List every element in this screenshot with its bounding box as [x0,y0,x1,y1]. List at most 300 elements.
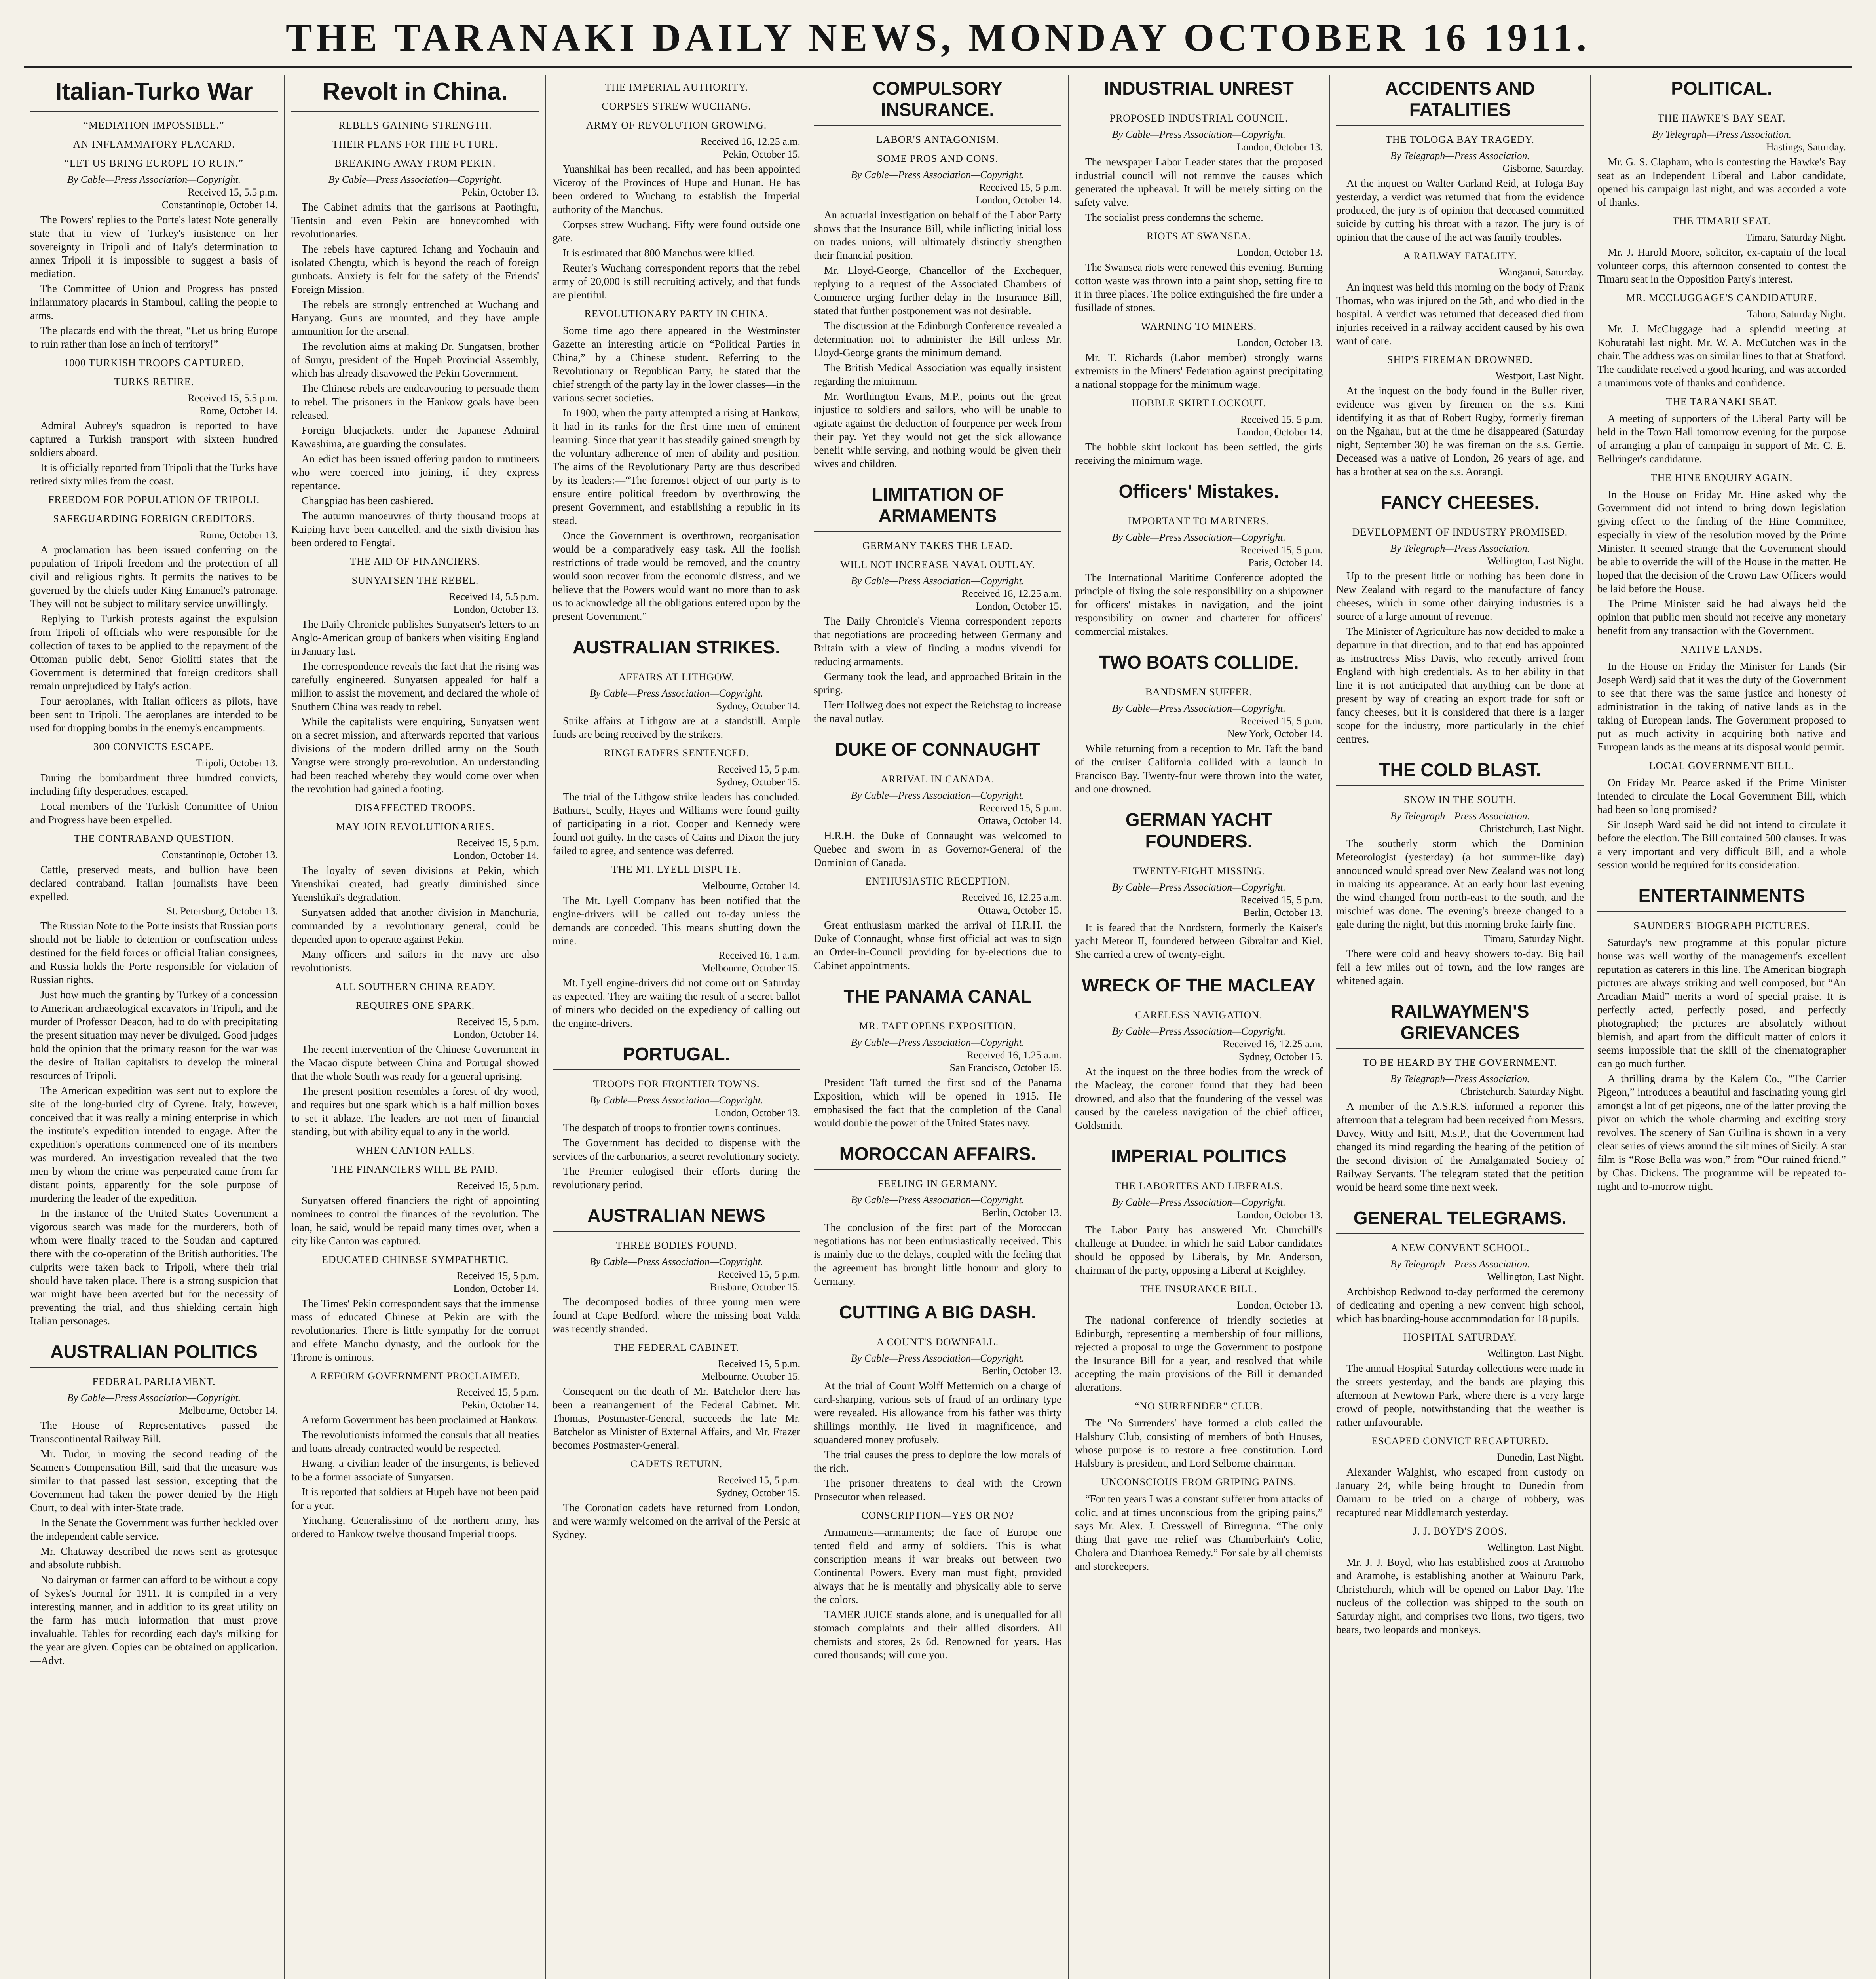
paragraph: Foreign bluejackets, under the Japanese Admiral Kawashima, are guarding the consulates. [291,424,539,450]
paragraph: Archbishop Redwood to-day performed the ceremony of dedicating and opening a new convent high school, which has boarding-house accommodation for 18 pupils. [1336,1286,1584,1324]
paragraph: Great enthusiasm marked the arrival of H.R.H. the Duke of Connaught, whose first official act was to sign an Order-in-Council providing for by-elections due to Cabinet appointments. [814,919,1061,971]
byline: By Telegraph—Press Association. [1652,129,1792,140]
byline: By Cable—Press Association—Copyright. [851,575,1025,587]
headline: RAILWAYMEN'S GRIEVANCES [1336,1001,1584,1049]
byline: By Telegraph—Press Association. [1390,810,1530,822]
subheading: CONSCRIPTION—YES OR NO? [861,1510,1014,1521]
paragraph: TAMER JUICE stands alone, and is unequalled for all stomach complaints and their allied disorders. All chemists and stores, 2s 6d. Renowned for years. Has cured thousands; will cure you. [814,1609,1061,1661]
dateline: Received 15, 5 p.m. [457,1270,539,1282]
dateline: Received 16, 12.25 a.m. [962,892,1061,903]
subheading: SOME PROS AND CONS. [877,153,999,164]
paragraph: In the House on Friday Mr. Hine asked why the Government did not intend to bring down legislation giving effect to the finding of the Hine Committee, especially in view of the resolution moved by the Prime Minister. It seemed strange that the Government should be able to override the will of the House in the matter. He hoped that the decision of the Crown Law Officers would be laid before the House. [1597,488,1846,594]
headline: PORTUGAL. [553,1043,800,1070]
article [814,1143,1061,1288]
dateline: Received 15, 5 p.m. [1240,894,1323,906]
dateline: Received 15, 5 p.m. [979,182,1061,193]
columns-area [24,75,1852,1979]
paragraph: The International Maritime Conference adopted the principle of fixing the sole responsibility on a shipowner for officers' mistakes in navigation, and the joint responsibility on owner and charterer for officers' commercial mistakes. [1075,572,1323,637]
paragraph: Germany took the lead, and approached Britain in the spring. [814,670,1061,696]
subheading: A NEW CONVENT SCHOOL. [1390,1242,1530,1253]
paragraph: A thrilling drama by the Kalem Co., “The Carrier Pigeon,” introduces a beautiful and fascinating young girl amongst a lot of get pigeons, one of the latter proving the pivot on which the whole charming and exciting story revolves. The scenery of San Guilina is shown in a very clear series of views around the silt mines of Sicily. A star film is “Rose Bella was won,” from “Our ruined friend,” by Chas. Dickens. The programme will be repeated to-night and to-morrow night. [1597,1073,1846,1192]
dateline: Christchurch, Last Night. [1479,823,1584,834]
paragraph: Sunyatsen added that another division in Manchuria, commanded by a revolutionary general, could be depended upon to operate against Pekin. [291,906,539,945]
article [814,739,1061,972]
dateline: Melbourne, October 14. [179,1405,278,1416]
dateline: Received 16, 12.25 a.m. [1223,1038,1323,1050]
headline: POLITICAL. [1597,78,1846,104]
headline: CUTTING A BIG DASH. [814,1301,1061,1328]
paragraph: The Prime Minister said he had always held the opinion that public men should not receive any monetary benefit from any transaction with the Government. [1597,598,1846,636]
article [1075,974,1323,1132]
paragraph: The Mt. Lyell Company has been notified that the engine-drivers will be called out to-day unless the demands are conceded. This means shutting down the mine. [553,895,800,947]
paragraph: In the House on Friday the Minister for Lands (Sir Joseph Ward) said that it was the duty of the Government to see that there was the same justice and honesty of administration in the taking of native lands as in the taking of European lands. The Government proposed to put as much activity in acquiring both native and European lands as the means at its disposal would permit. [1597,660,1846,753]
subheading: ARRIVAL IN CANADA. [881,773,995,785]
paragraph: While the capitalists were enquiring, Sunyatsen went on a secret mission, and afterwards reported that various divisions of the modern drilled army on the South Yangtse were strongly pro-revolution. An understanding had been reached whereby they would come over when the revolution had gained a footing. [291,716,539,795]
paragraph: Mr. Chataway described the news sent as grotesque and absolute rubbish. [30,1545,278,1571]
subheading: MR. MCCLUGGAGE'S CANDIDATURE. [1626,292,1817,304]
paragraph: At the inquest on Walter Garland Reid, at Tologa Bay yesterday, a verdict was returned that from the evidence produced, the jury is of opinion that deceased committed suicide by cutting his throat with a razor. The jury is of opinion that the cause of the act was family troubles. [1336,177,1584,243]
byline: By Cable—Press Association—Copyright. [67,174,241,185]
byline: By Cable—Press Association—Copyright. [589,1094,763,1106]
dateline: Pekin, October 14. [462,1399,539,1411]
column-2 [546,75,807,1979]
subheading: THE HAWKE'S BAY SEAT. [1658,112,1786,124]
dateline: Received 16, 12.25 a.m. [962,588,1061,599]
subheading: BANDSMEN SUFFER. [1145,686,1253,698]
dateline: London, October 13. [453,604,539,615]
byline: By Telegraph—Press Association. [1390,1258,1530,1270]
headline: MOROCCAN AFFAIRS. [814,1143,1061,1170]
dateline: Sydney, October 15. [1238,1051,1323,1062]
article [1336,1207,1584,1636]
subheading: AFFAIRS AT LITHGOW. [618,671,735,683]
column-6 [1591,75,1852,1979]
article [1075,809,1323,961]
dateline: Melbourne, October 15. [701,1371,800,1382]
dateline: London, October 15. [976,600,1061,612]
paragraph: In 1900, when the party attempted a rising at Hankow, it had in its ranks for the first time men of eminent learning. Since that year it has steadily gained strength by the voluntary adherence of men of ability and position. The aims of the Revolutionary Party are thus described by its leaders:—“The foremost object of our party is to ensure entire political freedom by overthrowing the present Government, and establishing a republic in its stead. [553,407,800,526]
byline: By Cable—Press Association—Copyright. [851,1352,1025,1364]
dateline: Westport, Last Night. [1495,370,1584,382]
subheading: SNOW IN THE SOUTH. [1403,794,1517,805]
paragraph: The House of Representatives passed the Transcontinental Railway Bill. [30,1419,278,1445]
paragraph: Saturday's new programme at this popular picture house was well worthy of the management's excellent reputation as caterers in this line. The American biograph pictures are always striking and well composed, but “An Arcadian Maid” merits a word of special praise. It is perfectly acted, perfectly posed, and perfectly photographed; the pictures are absolutely without blemish, and apart from the difficult matter of colors it seems impossible that the skill of the cinematographer can go much further. [1597,936,1846,1069]
headline: TWO BOATS COLLIDE. [1075,651,1323,678]
column-3 [807,75,1069,1979]
dateline: St. Petersburg, October 13. [166,905,278,917]
dateline: Received 15, 5 p.m. [718,763,800,775]
byline: By Cable—Press Association—Copyright. [1112,703,1286,714]
paragraph: Four aeroplanes, with Italian officers as pilots, have been sent to Tripoli. The aeroplanes are intended to be used for dropping bombs in the enemy's encampments. [30,695,278,734]
paragraph: In the Senate the Government was further heckled over the independent cable service. [30,1517,278,1542]
dateline: London, October 14. [1237,426,1323,438]
headline: IMPERIAL POLITICS [1075,1145,1323,1172]
subheading: THE FINANCIERS WILL BE PAID. [332,1164,498,1175]
dateline: London, October 13. [1237,141,1323,153]
dateline: Hastings, Saturday. [1766,141,1846,153]
dateline: Wellington, Last Night. [1487,1348,1584,1359]
article [291,78,539,1540]
paragraph: At the inquest on the three bodies from the wreck of the Macleay, the coroner found that they had been drowned, and also that the foundering of the vessel was caused by the careless navigation of the chief officer, Goldsmith. [1075,1065,1323,1131]
paragraph: It is feared that the Nordstern, formerly the Kaiser's yacht Meteor II, foundered between Gibraltar and Kiel. She carried a crew of twenty-eight. [1075,921,1323,960]
subheading: SHIP'S FIREMAN DROWNED. [1387,354,1533,365]
paragraph: The 'No Surrenders' have formed a club called the Halsbury Club, consisting of members of both Houses, whose purpose is to restore a free constitution. Lord Halsbury is president, and Lord Selborne chairman. [1075,1417,1323,1469]
dateline: Wanganui, Saturday. [1499,266,1584,278]
paragraph: The southerly storm which the Dominion Meteorologist (yesterday) (a hot summer-like day) announced would spread over New Zealand was not long in making its appearance. At an early hour last evening the wind changed from north-east to the south, and the mischief was done. The evening's breeze changed to a gale during the night, but this morning broke fairly fine. [1336,838,1584,930]
paragraph: Local members of the Turkish Committee of Union and Progress have been expelled. [30,800,278,826]
subheading: RINGLEADERS SENTENCED. [604,747,749,759]
subheading: THE FEDERAL CABINET. [613,1342,739,1353]
paragraph: Sir Joseph Ward said he did not intend to circulate it before the election. The Bill contained 500 clauses. It was a very important and very difficult Bill, and a whole session would be required for its consideration. [1597,819,1846,871]
column-1 [285,75,546,1979]
dateline: New York, October 14. [1227,728,1323,739]
dateline: Received 14, 5.5 p.m. [449,591,539,602]
byline: By Cable—Press Association—Copyright. [67,1392,241,1404]
masthead-title: THE TARANAKI DAILY NEWS, MONDAY OCTOBER 16 1911. [285,15,1591,59]
paragraph: The discussion at the Edinburgh Conference revealed a determination not to administer the Bill unless Mr. Lloyd-George grants the minimum demand. [814,320,1061,359]
subheading: “NO SURRENDER” CLUB. [1134,1400,1263,1412]
subheading: THREE BODIES FOUND. [616,1240,737,1251]
paragraph: The national conference of friendly societies at Edinburgh, representing a membership of four millions, rejected a proposal to urge the Government to postpone the Insurance Bill for a year, and resolved that while accepting the main provisions of the Bill it demanded alterations. [1075,1314,1323,1393]
dateline: London, October 14. [976,194,1061,206]
headline: INDUSTRIAL UNREST [1075,78,1323,104]
paragraph: A reform Government has been proclaimed at Hankow. [302,1414,539,1426]
paragraph: The Committee of Union and Progress has posted inflammatory placards in Stamboul, calling the people to arms. [30,283,278,321]
article [1075,78,1323,467]
subheading: ESCAPED CONVICT RECAPTURED. [1371,1435,1549,1447]
paragraph: Alexander Walghist, who escaped from custody on January 24, while being brought to Dunedin from Oamaru to be tried on a charge of robbery, was recaptured near Middlemarch yesterday. [1336,1466,1584,1518]
headline: ENTERTAINMENTS [1597,885,1846,912]
headline: Italian-Turko War [30,78,278,112]
paragraph: An inquest was held this morning on the body of Frank Thomas, who was injured on the 5th, and who died in the hospital. A verdict was returned that deceased died from injuries received in a railway accident caused by his own want of care. [1336,281,1584,347]
paragraph: Mr. J. Harold Moore, solicitor, ex-captain of the local volunteer corps, this afternoon consented to contest the Timaru seat in the Opposition Party's interest. [1597,246,1846,285]
paragraph: Admiral Aubrey's squadron is reported to have captured a Turkish transport with sixteen hundred soldiers aboard. [30,420,278,458]
dateline: Received 15, 5.5 p.m. [188,392,278,404]
subheading: FEELING IN GERMANY. [877,1178,998,1189]
dateline: Received 15, 5 p.m. [457,1016,539,1027]
headline: THE COLD BLAST. [1336,759,1584,786]
dateline: Received 15, 5 p.m. [718,1358,800,1369]
dateline: Received 15, 5 p.m. [979,802,1061,814]
dateline: Sydney, October 14. [716,700,800,712]
column-5 [1330,75,1591,1979]
article [30,1341,278,1667]
dateline: Ottawa, October 14. [978,815,1061,826]
subheading: REVOLUTIONARY PARTY IN CHINA. [584,308,769,319]
paragraph: President Taft turned the first sod of the Panama Exposition, which will be opened in 1915. He emphasised the fact that the completion of the Canal would double the power of the United States navy. [814,1077,1061,1129]
paragraph: The Cabinet admits that the garrisons at Paotingfu, Tientsin and even Pekin are honeycombed with revolutionaries. [291,201,539,240]
paragraph: Yinchang, Generalissimo of the northern army, has ordered to Hankow twelve thousand Imperial troops. [291,1514,539,1540]
column-4 [1069,75,1330,1979]
subheading: WARNING TO MINERS. [1141,321,1257,332]
dateline: Wellington, Last Night. [1487,1542,1584,1553]
byline: By Cable—Press Association—Copyright. [589,688,763,699]
article [1336,492,1584,746]
headline: FANCY CHEESES. [1336,492,1584,518]
dateline: Rome, October 13. [199,529,278,541]
dateline: Sydney, October 15. [716,776,800,788]
dateline: London, October 14. [453,1283,539,1294]
dateline: Sydney, October 15. [716,1487,800,1498]
paragraph: Herr Hollweg does not expect the Reichstag to increase the naval outlay. [814,699,1061,724]
subheading: HOSPITAL SATURDAY. [1403,1331,1517,1343]
paragraph: There were cold and heavy showers to-day. Big hail fell a few miles out of town, and the low ranges are whitened again. [1336,948,1584,986]
paragraph: The despatch of troops to frontier towns continues. [563,1122,781,1134]
byline: By Telegraph—Press Association. [1390,543,1530,554]
subheading: THE MT. LYELL DISPUTE. [611,864,741,875]
article [1597,78,1846,872]
paragraph: The Government has decided to dispense with the services of the carbonarios, a secret revolutionary society. [553,1137,800,1162]
paragraph: At the trial of Count Wolff Metternich on a charge of card-sharping, various sets of fraud of an ordinary type were revealed. His allowance from his father was thirty shillings monthly. He lived in magnificence, and squandered money profusely. [814,1380,1061,1445]
subheading: AN INFLAMMATORY PLACARD. [73,139,235,150]
dateline: London, October 14. [453,1029,539,1040]
subheading: THE TARANAKI SEAT. [1666,396,1777,407]
subheading: HOBBLE SKIRT LOCKOUT. [1132,397,1266,409]
paragraph: The Daily Chronicle publishes Sunyatsen's letters to an Anglo-American group of bankers when visiting England in January last. [291,618,539,657]
headline: AUSTRALIAN STRIKES. [553,636,800,663]
dateline: Received 15, 5 p.m. [718,1269,800,1280]
article [30,78,278,1328]
subheading: NATIVE LANDS. [1680,644,1763,655]
subheading: DISAFFECTED TROOPS. [355,802,476,813]
paragraph: The Premier eulogised their efforts during the revolutionary period. [553,1165,800,1191]
paragraph: Mr. T. Richards (Labor member) strongly warns extremists in the Miners' Federation against precipitating a national stoppage for the minimum wage. [1075,351,1323,390]
column-0 [24,75,285,1979]
paragraph: The Times' Pekin correspondent says that the immense mass of educated Chinese at Pekin are with the revolutionaries. There is little sympathy for the corrupt and effete Manchu dynasty, and the outlook for the Throne is ominous. [291,1297,539,1363]
subheading: CARELESS NAVIGATION. [1135,1009,1263,1021]
dateline: Received 15, 5 p.m. [457,1386,539,1398]
paragraph: Mr. J. McCluggage had a splendid meeting at Kohuratahi last night. Mr. W. A. McCutchen was in the chair. The address was on similar lines to that at Stratford. The candidate received a good hearing, and was accorded a unanimous vote of thanks and confidence. [1597,323,1846,389]
subheading: TO BE HEARD BY THE GOVERNMENT. [1363,1057,1557,1068]
paragraph: Changpiao has been cashiered. [302,495,433,507]
dateline: Received 15, 5 p.m. [718,1474,800,1486]
dateline: Wellington, Last Night. [1487,555,1584,567]
byline: By Cable—Press Association—Copyright. [851,790,1025,801]
dateline: Received 15, 5 p.m. [1240,715,1323,727]
byline: By Cable—Press Association—Copyright. [1112,1026,1286,1037]
article [1336,78,1584,478]
dateline: London, October 13. [1237,337,1323,348]
paragraph: Mt. Lyell engine-drivers did not come out on Saturday as expected. They are waiting the result of a secret ballot of miners who decided on the expediency of calling out the engine-drivers. [553,977,800,1029]
paragraph: The rebels are strongly entrenched at Wuchang and Hanyang. Guns are mounted, and they have ample ammunition for the arsenal. [291,298,539,337]
paragraph: While returning from a reception to Mr. Taft the band of the cruiser California collided with a launch in Francisco Bay. Twenty-four were thrown into the water, and one drowned. [1075,743,1323,795]
paragraph: The hobble skirt lockout has been settled, the girls receiving the minimum wage. [1075,441,1323,466]
subheading: “MEDIATION IMPOSSIBLE.” [84,120,224,131]
dateline: Pekin, October 13. [462,186,539,198]
subheading: A REFORM GOVERNMENT PROCLAIMED. [310,1370,520,1382]
paragraph: “For ten years I was a constant sufferer from attacks of colic, and at times unconscious from the griping pains,” says Mr. Alex. J. Cresswell of Birregurra. “The only thing that gave me relief was Chamberlain's Colic, Cholera and Diarrhoea Remedy.” For sale by all chemists and storekeepers. [1075,1493,1323,1572]
paragraph: The conclusion of the first part of the Moroccan negotiations has not been enthusiastically received. This is mainly due to the delays, coupled with the feeling that the agreement has brought little honour and glory to Germany. [814,1221,1061,1287]
dateline: Received 16, 1.25 a.m. [967,1049,1061,1061]
headline: WRECK OF THE MACLEAY [1075,974,1323,1001]
subheading: FEDERAL PARLIAMENT. [92,1376,216,1387]
byline: By Cable—Press Association—Copyright. [1112,881,1286,893]
dateline: Received 15, 5 p.m. [1240,544,1323,556]
byline: By Cable—Press Association—Copyright. [851,1194,1025,1206]
article [553,1043,800,1191]
article [553,636,800,1030]
paragraph: Mr. Tudor, in moving the second reading of the Seamen's Compensation Bill, said that the measure was similar to that passed last session, excepting that the Government had taken the power denied by the High Court, to deal with inter-State trade. [30,1448,278,1514]
headline: COMPULSORY INSURANCE. [814,78,1061,126]
paragraph: The rebels have captured Ichang and Yochauin and isolated Chengtu, which is beyond the reach of foreign gunboats. Anxiety is felt for the safety of the Friends' Foreign Mission. [291,243,539,295]
byline: By Cable—Press Association—Copyright. [851,1037,1025,1048]
subheading: CADETS RETURN. [630,1458,723,1470]
paragraph: The British Medical Association was equally insistent regarding the minimum. [814,362,1061,387]
paragraph: H.R.H. the Duke of Connaught was welcomed to Quebec and sworn in as Governor-General of the Dominion of Canada. [814,830,1061,868]
headline: Revolt in China. [291,78,539,112]
paragraph: Some time ago there appeared in the Westminster Gazette an interesting article on “Political Parties in China,” by a Chinese student. Referring to the Revolutionary or Republican Party, he stated that the chief strength of the party lay in the lower classes—in the various secret societies. [553,325,800,404]
paragraph: On Friday Mr. Pearce asked if the Prime Minister intended to circulate the Local Government Bill, which had been so long promised? [1597,777,1846,815]
paragraph: Strike affairs at Lithgow are at a standstill. Ample funds are being received by the strikers. [553,715,800,740]
dateline: Wellington, Last Night. [1487,1271,1584,1282]
subheading: WILL NOT INCREASE NAVAL OUTLAY. [840,559,1035,570]
byline: By Telegraph—Press Association. [1390,1073,1530,1084]
subheading: THE TOLOGA BAY TRAGEDY. [1386,134,1534,145]
subheading: ALL SOUTHERN CHINA READY. [334,981,496,992]
paragraph: Corpses strew Wuchang. Fifty were found outside one gate. [553,218,800,244]
paragraph: During the bombardment three hundred convicts, including fifty desperadoes, escaped. [30,772,278,797]
paragraph: The revolution aims at making Dr. Sungatsen, brother of Sunyu, president of the Hupeh Provincial Assembly, which has already disavowed the Pekin Government. [291,340,539,379]
paragraph: The socialist press condemns the scheme. [1085,211,1263,223]
paragraph: The Chinese rebels are endeavouring to persuade them to rebel. The prisoners in the Hankow goals have been released. [291,382,539,421]
dateline: Received 15, 5 p.m. [457,1180,539,1191]
article [553,81,800,623]
dateline: Paris, October 14. [1248,557,1323,568]
paragraph: The newspaper Labor Leader states that the proposed industrial council will not remove the causes which generated the upheaval. It will be merely sitting on the safety valve. [1075,156,1323,208]
subheading: THE IMPERIAL AUTHORITY. [605,82,748,93]
article [1597,885,1846,1193]
subheading: J. J. BOYD'S ZOOS. [1413,1525,1507,1537]
paragraph: Mr. Lloyd-George, Chancellor of the Exchequer, replying to a request of the Associated Chambers of Commerce urging further delay in the Insurance Bill, stated that further postponement was not desirable. [814,264,1061,317]
headline: AUSTRALIAN POLITICS [30,1341,278,1368]
paragraph: A member of the A.S.R.S. informed a reporter this afternoon that a telegram had been received from Messrs. Davey, Witty and Isitt, M.s.P., that the Government had changed its mind regarding the hearing of the petition of the second division of the Amalgamated Society of Railway Servants. The telegram stated that the petition would be heard some time next week. [1336,1100,1584,1193]
paragraph: No dairyman or farmer can afford to be without a copy of Sykes's Journal for 1911. It is compiled in a very interesting manner, and in addition to its great utility on the farm has much information that must prove invaluable. Tables for recording each day's milking for the year are given. Copies can be obtained on application.—Advt. [30,1574,278,1666]
headline: THE PANAMA CANAL [814,986,1061,1012]
subheading: THE CONTRABAND QUESTION. [74,833,234,844]
paragraph: Cattle, preserved meats, and bullion have been declared contraband. Italian journalists have been expelled. [30,864,278,902]
subheading: IMPORTANT TO MARINERS. [1128,515,1270,527]
paragraph: Hwang, a civilian leader of the insurgents, is believed to be a former associate of Sunyatsen. [291,1457,539,1483]
subheading: EDUCATED CHINESE SYMPATHETIC. [321,1254,509,1265]
subheading: 1000 TURKISH TROOPS CAPTURED. [64,357,244,368]
paragraph: A meeting of supporters of the Liberal Party will be held in the Town Hall tomorrow evening for the purpose of arranging a plan of campaign in support of Mr. C. E. Bellringer's candidature. [1597,412,1846,465]
paragraph: The trial of the Lithgow strike leaders has concluded. Bathurst, Scully, Hayes and Williams were found guilty of participating in a riot. Cooper and Kennedy were found not guilty. In the cases of Cains and Dixon the jury failed to agree, and sentence was deferred. [553,791,800,857]
paragraph: It is estimated that 800 Manchus were killed. [563,247,755,259]
article [1075,651,1323,796]
paragraph: Mr. G. S. Clapham, who is contesting the Hawke's Bay seat as an Independent Liberal and Labor candidate, opened his campaign last night, and was accorded a vote of thanks. [1597,156,1846,208]
article [553,1205,800,1541]
masthead-rule [24,66,1852,68]
paragraph: The autumn manoeuvres of thirty thousand troops at Kaiping have been cancelled, and the sixth division has been ordered to Fengtai. [291,510,539,549]
masthead [24,12,1852,63]
paragraph: The prisoner threatens to deal with the Crown Prosecutor when released. [814,1477,1061,1502]
dateline: Ottawa, October 15. [978,904,1061,916]
subheading: GERMANY TAKES THE LEAD. [862,540,1013,551]
subheading: 300 CONVICTS ESCAPE. [93,741,215,752]
subheading: TROOPS FOR FRONTIER TOWNS. [593,1078,760,1090]
dateline: Received 16, 1 a.m. [718,950,800,961]
subheading: UNCONSCIOUS FROM GRIPING PAINS. [1101,1476,1297,1488]
subheading: TURKS RETIRE. [114,376,194,387]
subheading: THE LABORITES AND LIBERALS. [1115,1180,1283,1192]
headline: Officers' Mistakes. [1075,481,1323,507]
paragraph: An actuarial investigation on behalf of the Labor Party shows that the Insurance Bill, while inflicting initial loss on trades unions, will ultimately distinctly strengthen their financial position. [814,209,1061,261]
paragraph: Consequent on the death of Mr. Batchelor there has been a rearrangement of the Federal Cabinet. Mr. Thomas, Postmaster-General, succeeds the late Mr. Batchelor as Minister of External Affairs, and Mr. Frazer becomes Postmaster-General. [553,1385,800,1451]
article [1336,1001,1584,1194]
subheading: A RAILWAY FATALITY. [1403,250,1517,262]
byline: By Cable—Press Association—Copyright. [328,174,502,185]
dateline: Constantinople, October 13. [161,849,278,860]
paragraph: It is reported that soldiers at Hupeh have not been paid for a year. [291,1486,539,1511]
subheading: THE TIMARU SEAT. [1672,215,1771,227]
paragraph: The Daily Chronicle's Vienna correspondent reports that negotiations are proceeding between Germany and Britain with a view of finding a modus vivendi for reducing armaments. [814,615,1061,667]
subheading: ENTHUSIASTIC RECEPTION. [865,876,1010,887]
byline: By Cable—Press Association—Copyright. [851,169,1025,180]
subheading: DEVELOPMENT OF INDUSTRY PROMISED. [1352,526,1568,538]
article [1336,759,1584,987]
paragraph: Yuanshikai has been recalled, and has been appointed Viceroy of the Provinces of Hupe and Hunan. He has been ordered to Wuchang to establish the Imperial authority of the Manchus. [553,163,800,215]
paragraph: The revolutionists informed the consuls that all treaties and loans already contracted would be respected. [291,1429,539,1454]
dateline: Tahora, Saturday Night. [1747,308,1846,320]
dateline: San Francisco, October 15. [949,1062,1061,1073]
subheading: SAUNDERS' BIOGRAPH PICTURES. [1633,920,1810,931]
subheading: BREAKING AWAY FROM PEKIN. [334,158,496,169]
dateline: Melbourne, October 15. [701,962,800,974]
paragraph: The Powers' replies to the Porte's latest Note generally state that in view of Turkey's insistence on her sovereignty in Tripoli and of Italy's determination to annex Tripoli it is impossible to suggest a basis of mediation. [30,214,278,279]
paragraph: Up to the present little or nothing has been done in New Zealand with regard to the manufacture of fancy cheeses, which in some other dairying industries is a source of a large amount of revenue. [1336,570,1584,622]
subheading: FREEDOM FOR POPULATION OF TRIPOLI. [48,494,260,505]
dateline: Gisborne, Saturday. [1502,163,1584,174]
byline: By Cable—Press Association—Copyright. [1112,532,1286,543]
paragraph: The correspondence reveals the fact that the rising was carefully engineered. Sunyatsen appealed for half a million to assist the movement, and declared the whole of Southern China was ready to rebel. [291,660,539,712]
paragraph: An edict has been issued offering pardon to mutineers who were coerced into joining, if they express repentance. [291,453,539,492]
paragraph: Just how much the granting by Turkey of a concession to American archaeological excavators in Tripoli, and the murder of Professor Deacon, had to do with precipitating the present situation may never be divulged. Good judges hold the opinion that the primary reason for the war was the desire of Italian capitalists to develop the mineral resources of Tripoli. [30,989,278,1081]
dateline: Christchurch, Saturday Night. [1460,1086,1584,1097]
subheading: LOCAL GOVERNMENT BILL. [1649,760,1794,771]
paragraph: The Labor Party has answered Mr. Churchill's challenge at Dundee, in which he said Labor candidates should be opposed by Liberals, by Mr. Anderson, chairman of the party, opposing a Liberal at Keighley. [1075,1224,1323,1276]
subheading: THE INSURANCE BILL. [1140,1283,1257,1295]
subheading: MAY JOIN REVOLUTIONARIES. [336,821,495,832]
subheading: SUNYATSEN THE REBEL. [351,575,479,586]
subheading: RIOTS AT SWANSEA. [1146,230,1251,242]
paragraph: The loyalty of seven divisions at Pekin, which Yuenshikai created, had greatly diminished since Yuenshikai's degradation. [291,864,539,903]
dateline: Pekin, October 15. [723,148,800,160]
subheading: MR. TAFT OPENS EXPOSITION. [859,1020,1016,1032]
subheading: TWENTY-EIGHT MISSING. [1133,865,1265,877]
article [814,78,1061,470]
article [814,1301,1061,1662]
subheading: THEIR PLANS FOR THE FUTURE. [332,139,499,150]
subheading: PROPOSED INDUSTRIAL COUNCIL. [1109,112,1288,124]
dateline: Timaru, Saturday Night. [1745,232,1846,243]
paragraph: Replying to Turkish protests against the expulsion from Tripoli of officials who were responsible for the collection of taxes to be applied to the repayment of the Ottoman public debt, Senor Giolitti states that the Government is determined that foreign creditors shall remain unprejudiced by Italy's action. [30,613,278,692]
byline: By Cable—Press Association—Copyright. [589,1256,763,1267]
paragraph: The Coronation cadets have returned from London, and were warmly welcomed on the arrival of the Persic at Sydney. [553,1502,800,1540]
paragraph: The placards end with the threat, “Let us bring Europe to ruin rather than lose an inch of territory!” [30,325,278,350]
dateline: Brisbane, October 15. [710,1281,800,1293]
subheading: CORPSES STREW WUCHANG. [602,101,751,112]
paragraph: The American expedition was sent out to explore the site of the long-buried city of Cyrene. Italy, however, conceived that it was really a mining enterprise in which the institute's expedition intended to engage. After the expedition's operations commenced one of its members was murdered. An investigation revealed that the two men by whom the crime was perpetrated came from far distant points, apparently for the sole purpose of murdering the leader of the expedition. [30,1084,278,1204]
dateline: London, October 13. [1237,1209,1323,1221]
article [1075,1145,1323,1573]
paragraph: Reuter's Wuchang correspondent reports that the rebel army of 20,000 is still recruiting actively, and that funds are plentiful. [553,262,800,301]
byline: By Telegraph—Press Association. [1390,150,1530,161]
subheading: WHEN CANTON FALLS. [355,1145,475,1156]
paragraph: In the instance of the United States Government a vigorous search was made for the murderers, both of whom were finally traced to the Soudan and captured there with the co-operation of the British authorities. The culprits were taken back to Tripoli, where their trial should have taken place. There is a strong suspicion that war might have been averted but for the necessity of preventing the trial, and thus shielding certain high Italian personages. [30,1207,278,1327]
paragraph: The recent intervention of the Chinese Government in the Macao dispute between China and Portugal showed that the whole South was ready for a general uprising. [291,1043,539,1082]
dateline: London, October 13. [1237,247,1323,258]
article [814,986,1061,1130]
